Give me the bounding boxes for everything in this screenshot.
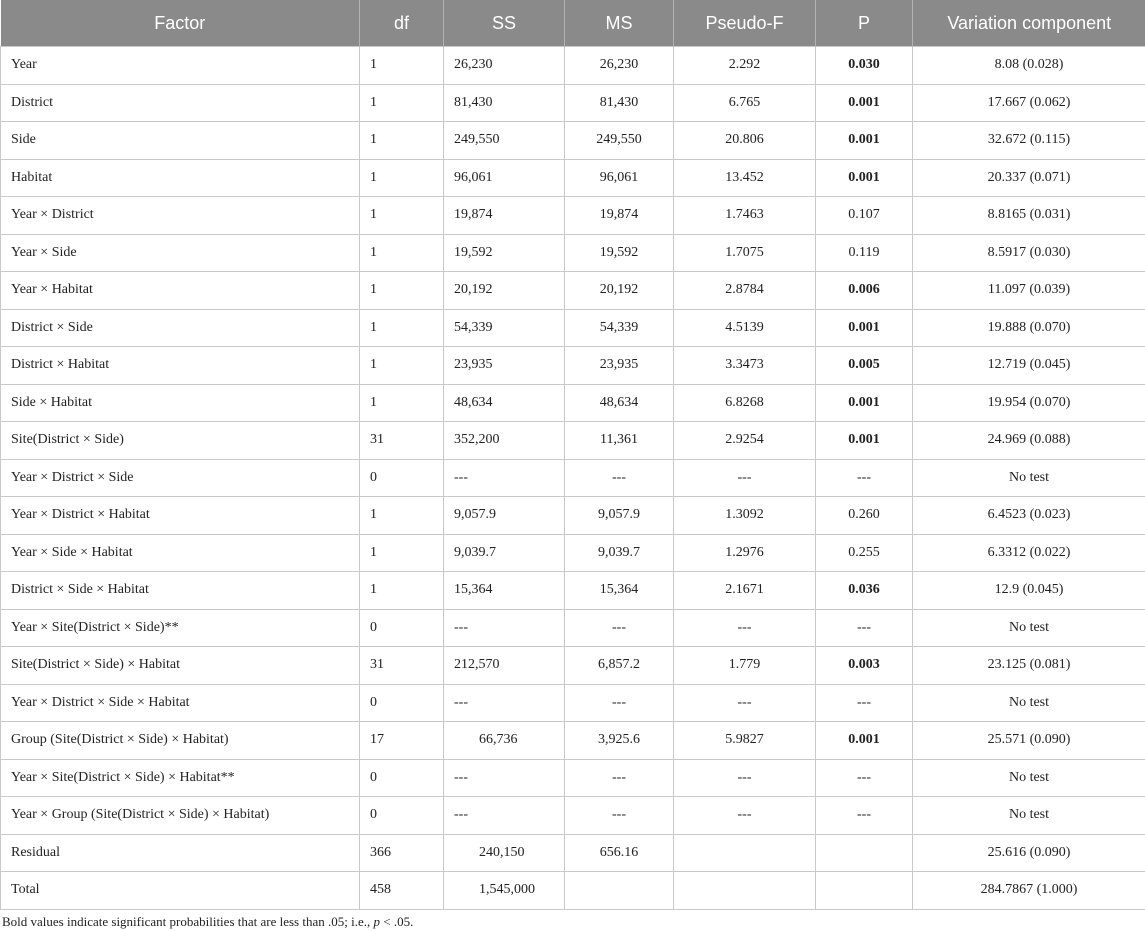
cell-ss: 9,039.7 (444, 534, 565, 572)
cell-p: 0.107 (816, 197, 913, 235)
cell-p: 0.001 (816, 309, 913, 347)
table-row (1, 347, 1145, 385)
cell-df: 1 (360, 384, 444, 422)
cell-df: 1 (360, 497, 444, 535)
cell-p: --- (816, 609, 913, 647)
cell-pseudo-f (674, 872, 816, 910)
cell-ms (565, 872, 674, 910)
cell-ms: 23,935 (565, 347, 674, 385)
table-row (1, 459, 1145, 497)
cell-pseudo-f: 6.8268 (674, 384, 816, 422)
cell-ss: 19,592 (444, 234, 565, 272)
cell-ms: 15,364 (565, 572, 674, 610)
cell-factor: Year × District × Side (1, 459, 360, 497)
footnote-text-end: < .05. (380, 914, 414, 929)
table-row (1, 647, 1145, 685)
cell-factor: Year × District × Side × Habitat (1, 684, 360, 722)
cell-ms: 48,634 (565, 384, 674, 422)
table-header (1, 0, 1145, 47)
cell-factor: Year × District × Habitat (1, 497, 360, 535)
cell-pseudo-f: --- (674, 609, 816, 647)
cell-factor: Year × Site(District × Side)** (1, 609, 360, 647)
cell-ms: 20,192 (565, 272, 674, 310)
table-row (1, 384, 1145, 422)
table-row (1, 609, 1145, 647)
cell-ss: 54,339 (444, 309, 565, 347)
table-row (1, 309, 1145, 347)
cell-df: 0 (360, 609, 444, 647)
table-row (1, 197, 1145, 235)
header-df: df (360, 0, 444, 47)
cell-p: 0.003 (816, 647, 913, 685)
cell-p: 0.036 (816, 572, 913, 610)
cell-ss: 81,430 (444, 84, 565, 122)
footnote-text: Bold values indicate significant probabilities that are less than .05; i.e., (2, 914, 374, 929)
cell-pseudo-f: --- (674, 684, 816, 722)
cell-df: 1 (360, 272, 444, 310)
cell-ms: --- (565, 797, 674, 835)
cell-variation-component: 25.616 (0.090) (913, 834, 1145, 872)
cell-ss: 66,736 (444, 722, 565, 760)
cell-p: 0.001 (816, 122, 913, 160)
cell-ss: 352,200 (444, 422, 565, 460)
cell-pseudo-f: 13.452 (674, 159, 816, 197)
table-row (1, 722, 1145, 760)
table-row (1, 84, 1145, 122)
cell-pseudo-f: 2.9254 (674, 422, 816, 460)
cell-variation-component: 17.667 (0.062) (913, 84, 1145, 122)
cell-df: 1 (360, 234, 444, 272)
cell-factor: Year (1, 47, 360, 85)
table-footnote (2, 914, 413, 930)
cell-ms: 9,039.7 (565, 534, 674, 572)
table-row (1, 122, 1145, 160)
cell-factor: District × Side × Habitat (1, 572, 360, 610)
cell-ss: --- (444, 759, 565, 797)
cell-df: 0 (360, 459, 444, 497)
cell-df: 1 (360, 47, 444, 85)
cell-factor: District × Habitat (1, 347, 360, 385)
cell-variation-component: 12.719 (0.045) (913, 347, 1145, 385)
cell-pseudo-f: 5.9827 (674, 722, 816, 760)
cell-p (816, 872, 913, 910)
cell-factor: Side (1, 122, 360, 160)
cell-variation-component: 284.7867 (1.000) (913, 872, 1145, 910)
cell-variation-component: No test (913, 797, 1145, 835)
cell-p: 0.255 (816, 534, 913, 572)
cell-pseudo-f: --- (674, 759, 816, 797)
table-row (1, 759, 1145, 797)
cell-ms: --- (565, 609, 674, 647)
cell-ms: --- (565, 759, 674, 797)
cell-variation-component: 12.9 (0.045) (913, 572, 1145, 610)
cell-pseudo-f: 20.806 (674, 122, 816, 160)
cell-variation-component: 25.571 (0.090) (913, 722, 1145, 760)
cell-factor: Habitat (1, 159, 360, 197)
cell-ss: 1,545,000 (444, 872, 565, 910)
table-row (1, 422, 1145, 460)
cell-variation-component: 32.672 (0.115) (913, 122, 1145, 160)
cell-variation-component: 19.954 (0.070) (913, 384, 1145, 422)
footnote-p-symbol: p (373, 914, 380, 929)
cell-pseudo-f: --- (674, 797, 816, 835)
cell-ms: 19,874 (565, 197, 674, 235)
cell-ms: 26,230 (565, 47, 674, 85)
cell-factor: Year × Group (Site(District × Side) × Habitat) (1, 797, 360, 835)
cell-factor: Year × Side × Habitat (1, 534, 360, 572)
cell-factor: Year × Habitat (1, 272, 360, 310)
cell-df: 1 (360, 534, 444, 572)
cell-p: 0.001 (816, 422, 913, 460)
cell-pseudo-f: 6.765 (674, 84, 816, 122)
cell-ms: 6,857.2 (565, 647, 674, 685)
cell-variation-component: 24.969 (0.088) (913, 422, 1145, 460)
cell-p: 0.001 (816, 384, 913, 422)
cell-ms: --- (565, 684, 674, 722)
table-row (1, 534, 1145, 572)
header-pseudo-f: Pseudo-F (674, 0, 816, 47)
cell-variation-component: 19.888 (0.070) (913, 309, 1145, 347)
cell-ms: --- (565, 459, 674, 497)
cell-ss: --- (444, 797, 565, 835)
cell-variation-component: 6.4523 (0.023) (913, 497, 1145, 535)
cell-variation-component: No test (913, 759, 1145, 797)
cell-df: 1 (360, 84, 444, 122)
cell-p: 0.001 (816, 722, 913, 760)
cell-factor: Site(District × Side) (1, 422, 360, 460)
cell-pseudo-f: 2.1671 (674, 572, 816, 610)
header-factor: Factor (1, 0, 360, 47)
cell-ss: --- (444, 684, 565, 722)
cell-pseudo-f (674, 834, 816, 872)
header-ms: MS (565, 0, 674, 47)
cell-variation-component: No test (913, 459, 1145, 497)
cell-ss: 212,570 (444, 647, 565, 685)
cell-p: 0.001 (816, 159, 913, 197)
cell-df: 1 (360, 572, 444, 610)
cell-factor: Total (1, 872, 360, 910)
cell-df: 458 (360, 872, 444, 910)
cell-pseudo-f: 4.5139 (674, 309, 816, 347)
cell-ss: 48,634 (444, 384, 565, 422)
cell-df: 366 (360, 834, 444, 872)
cell-ss: 96,061 (444, 159, 565, 197)
cell-p: 0.001 (816, 84, 913, 122)
cell-ss: 15,364 (444, 572, 565, 610)
cell-df: 1 (360, 122, 444, 160)
cell-variation-component: 8.5917 (0.030) (913, 234, 1145, 272)
cell-ss: 23,935 (444, 347, 565, 385)
cell-p: 0.030 (816, 47, 913, 85)
table-row (1, 834, 1145, 872)
cell-pseudo-f: 3.3473 (674, 347, 816, 385)
header-p: P (816, 0, 913, 47)
cell-df: 0 (360, 759, 444, 797)
cell-factor: Side × Habitat (1, 384, 360, 422)
cell-variation-component: 8.08 (0.028) (913, 47, 1145, 85)
cell-p: 0.005 (816, 347, 913, 385)
cell-pseudo-f: 1.3092 (674, 497, 816, 535)
cell-factor: Residual (1, 834, 360, 872)
cell-ss: 240,150 (444, 834, 565, 872)
cell-ms: 54,339 (565, 309, 674, 347)
cell-p: 0.006 (816, 272, 913, 310)
cell-pseudo-f: 1.7463 (674, 197, 816, 235)
table-row (1, 572, 1145, 610)
cell-variation-component: No test (913, 609, 1145, 647)
cell-factor: Group (Site(District × Side) × Habitat) (1, 722, 360, 760)
cell-p: 0.119 (816, 234, 913, 272)
cell-ss: 20,192 (444, 272, 565, 310)
cell-df: 31 (360, 647, 444, 685)
cell-ms: 656.16 (565, 834, 674, 872)
cell-pseudo-f: --- (674, 459, 816, 497)
cell-p: --- (816, 459, 913, 497)
cell-ms: 19,592 (565, 234, 674, 272)
cell-p: 0.260 (816, 497, 913, 535)
cell-variation-component: 11.097 (0.039) (913, 272, 1145, 310)
cell-ss: 19,874 (444, 197, 565, 235)
cell-df: 17 (360, 722, 444, 760)
cell-factor: Year × Side (1, 234, 360, 272)
table-row (1, 872, 1145, 910)
cell-ms: 3,925.6 (565, 722, 674, 760)
cell-variation-component: No test (913, 684, 1145, 722)
cell-pseudo-f: 2.8784 (674, 272, 816, 310)
cell-pseudo-f: 2.292 (674, 47, 816, 85)
cell-pseudo-f: 1.2976 (674, 534, 816, 572)
cell-df: 1 (360, 159, 444, 197)
cell-ms: 81,430 (565, 84, 674, 122)
table-body (1, 47, 1145, 910)
cell-variation-component: 20.337 (0.071) (913, 159, 1145, 197)
cell-factor: District (1, 84, 360, 122)
header-ss: SS (444, 0, 565, 47)
cell-df: 0 (360, 684, 444, 722)
cell-df: 1 (360, 309, 444, 347)
cell-ss: 249,550 (444, 122, 565, 160)
cell-df: 1 (360, 197, 444, 235)
table-row (1, 797, 1145, 835)
header-variation-component: Variation component (913, 0, 1145, 47)
table-row (1, 234, 1145, 272)
cell-ss: --- (444, 459, 565, 497)
cell-pseudo-f: 1.779 (674, 647, 816, 685)
cell-df: 1 (360, 347, 444, 385)
cell-factor: Year × District (1, 197, 360, 235)
cell-variation-component: 8.8165 (0.031) (913, 197, 1145, 235)
cell-ss: 26,230 (444, 47, 565, 85)
table-row (1, 684, 1145, 722)
cell-p: --- (816, 684, 913, 722)
cell-variation-component: 6.3312 (0.022) (913, 534, 1145, 572)
cell-df: 0 (360, 797, 444, 835)
cell-ss: 9,057.9 (444, 497, 565, 535)
cell-pseudo-f: 1.7075 (674, 234, 816, 272)
table-row (1, 272, 1145, 310)
table-row (1, 497, 1145, 535)
cell-factor: Year × Site(District × Side) × Habitat** (1, 759, 360, 797)
table-row (1, 47, 1145, 85)
cell-factor: Site(District × Side) × Habitat (1, 647, 360, 685)
table-row (1, 159, 1145, 197)
cell-ss: --- (444, 609, 565, 647)
cell-p: --- (816, 797, 913, 835)
cell-p (816, 834, 913, 872)
cell-factor: District × Side (1, 309, 360, 347)
cell-ms: 96,061 (565, 159, 674, 197)
cell-ms: 249,550 (565, 122, 674, 160)
cell-variation-component: 23.125 (0.081) (913, 647, 1145, 685)
cell-p: --- (816, 759, 913, 797)
cell-ms: 11,361 (565, 422, 674, 460)
cell-ms: 9,057.9 (565, 497, 674, 535)
cell-df: 31 (360, 422, 444, 460)
header-row (1, 0, 1145, 47)
